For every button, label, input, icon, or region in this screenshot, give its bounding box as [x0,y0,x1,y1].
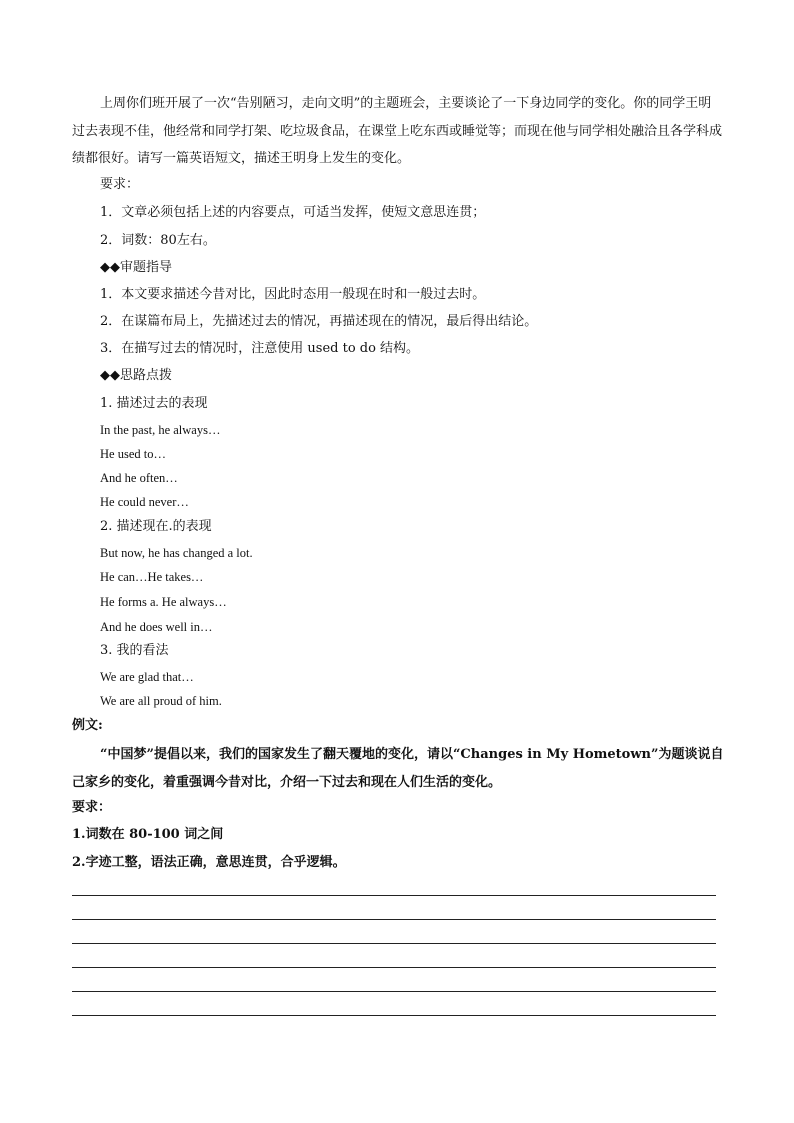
now-heading: 2. 描述现在.的表现 [100,519,212,534]
now-sentence: But now, he has changed a lot. [100,546,253,560]
task-requirements-title: 要求： [72,800,112,815]
answer-line[interactable] [72,895,716,896]
guide-item: 1．本文要求描述今昔对比，因此时态用一般现在时和一般过去时。 [100,287,486,302]
view-sentence: We are glad that… [100,670,194,684]
requirements-title: 要求： [100,177,140,192]
view-heading: 3. 我的看法 [100,643,169,658]
answer-line[interactable] [72,1015,716,1016]
requirement-item: 1．文章必须包括上述的内容要点，可适当发挥，使短文意思连贯； [100,205,486,220]
answer-line[interactable] [72,919,716,920]
task-requirement-item: 2.字迹工整，语法正确，意思连贯，合乎逻辑。 [72,855,346,870]
past-sentence: And he often… [100,471,178,485]
intro-paragraph: 上周你们班开展了一次“告别陋习，走向文明”的主题班会，主要谈论了一下身边同学的变化。你的同学王明过去表现不佳，他经常和同学打架、吃垃圾食品，在课堂上吃东西或睡觉等；而现在他与同学相处融洽且各学科成绩都很好。请写一篇英语短文，描述王明身上发生的变化。 [72,96,723,166]
task-requirement-item: 1.词数在 80-100 词之间 [72,827,224,842]
past-sentence: In the past, he always… [100,423,221,437]
writing-task: “中国梦”提倡以来，我们的国家发生了翻天覆地的变化，请以“Changes in My Hometown”为题谈说自己家乡的变化，着重强调今昔对比，介绍一下过去和现在人们生活的变化。 [72,747,724,790]
requirement-item: 2．词数：80左右。 [100,233,216,248]
answer-line[interactable] [72,991,716,992]
guide-item: 3．在描写过去的情况时，注意使用 used to do 结构。 [100,341,420,356]
guide-title: ◆◆审题指导 [100,260,172,275]
guide-item: 2．在谋篇布局上，先描述过去的情况，再描述现在的情况，最后得出结论。 [100,314,538,329]
now-sentence: He forms a. He always… [100,595,227,609]
answer-line[interactable] [72,967,716,968]
past-sentence: He could never… [100,495,189,509]
tips-title: ◆◆思路点拨 [100,368,172,383]
view-sentence: We are all proud of him. [100,694,222,708]
past-sentence: He used to… [100,447,166,461]
answer-line[interactable] [72,943,716,944]
now-sentence: And he does well in… [100,620,213,634]
sample-label: 例文: [72,718,103,733]
past-heading: 1. 描述过去的表现 [100,396,208,411]
now-sentence: He can…He takes… [100,570,204,584]
